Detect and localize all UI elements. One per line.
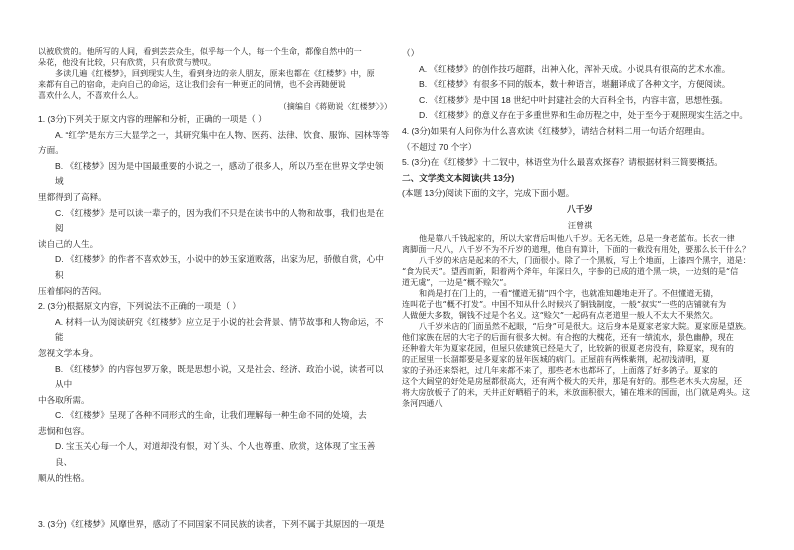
q3-option-c: C. 《红楼梦》是中国 18 世纪中叶封建社会的大百科全书，内容丰富，思想性强。 [419,94,728,105]
section-2-intro: (本题 13分)阅读下面的文字，完成下面小题。 [402,188,575,199]
passage-line: 朵花，他没有比较，只有欣赏，只有欣赏与赞叹。 [38,57,217,67]
story-line: 八千岁的米店是起来的不大，门面很小。除了一个黑板，写上个地面，上漆四个黑字，道是： [419,255,751,266]
q2-option-c: C. 《红楼梦》呈现了各种不同形式的生命，让我们理解每一种生命不同的处境，去 [55,410,367,421]
q2-option-d-cont: 顺从的性格。 [38,472,90,483]
passage-line: 多读几遍《红楼梦》，回到现实人生，看到身边的亲人朋友，原来也都在《红楼梦》中，原 [55,68,375,78]
question-2-stem: 2. (3分)根据原文内容，下列说法不正确的一项是（ ） [38,301,241,312]
story-line: 家的子孙还来祭祀，过几年来都不来了，那些老木也都坏了，上面落了好多鸽子。夏家的 [402,365,718,376]
q1-option-b: B. 《红楼梦》因为是中国最重要的小说之一，感动了很多人，所以乃至在世界文学史领域 [55,160,384,187]
passage-line: 喜欢什么人，不喜欢什么人。 [38,90,144,100]
q3-option-b: B. 《红楼梦》有很多不同的版本，数十种语言，堪翻译成了各种文字，方便阅读。 [419,79,731,90]
q3-option-a: A. 《红楼梦》的创作技巧超群，出神入化，浑补天成。小说具有很高的艺术水准。 [419,63,731,74]
story-line: 八千岁米店的门面虽然不起眼，“后身”可是很大。这后身本是夏家老家大院。夏家原是望族。 [419,321,752,332]
q1-option-a: A. “红学”是东方三大显学之一，其研究集中在人物、医药、法律、饮食、服饰、园林等等 [55,129,390,140]
q2-option-d: D. 宝玉关心每一个人，对道却没有恨，对丫头、个人也尊重、欣赏，这体现了宝玉善良、 [55,441,376,468]
q2-option-b: B. 《红楼梦》的内容包罗万象，既是思想小说，又是社会、经济、政治小说，读者可以从中 [55,363,384,390]
story-line: 的正屋里一长溜都要是多夏家的显年医城的病门。正屋前有两株紫荆，起初浅清明，夏 [402,354,710,365]
story-line: 离脚面一尺八，八千岁不为不斤岁的道理，他自有算计，下面的一截没有用处，要那么长干什么？ [402,244,751,255]
source-citation: （摘编自《蒋勋说〈红楼梦〉》） [278,101,392,111]
passage-line: 来都有自己的宿命，走向自己的命运，这让我们会有一种更正的同情，也不会再随便说 [38,79,346,89]
question-4-limit: （不超过 70 个字） [402,141,477,152]
q2-option-a: A. 材料一认为阅读研究《红楼梦》应立足于小说的社会背景、情节故事和人物命运，不能 [55,316,384,343]
section-2-title: 二、文学类文本阅读(共 13分) [402,172,515,183]
q1-option-a-cont: 方面。 [38,145,64,156]
blank-space [38,486,392,502]
story-line: 和尚是打在门上的，一看“懂道无猜”四个字，也就准知趣地走开了。不但懂道无猜， [419,288,719,299]
q3-option-d: D. 《红楼梦》的意义存在于多重世界和生命历程之中，处于至今于观照现实生活之中。 [419,110,748,121]
blank-space [38,502,392,518]
question-4-stem: 4. (3分)如果有人问你为什么喜欢读《红楼梦》，请结合材料二用一句话介绍理由。 [402,125,710,136]
q1-option-d: D. 《红楼梦》的作者不喜欢妙玉，小说中的妙玉家道败落，出家为尼，骄傲自赏，心中积 [55,254,384,280]
question-5-stem: 5. (3分)在《红楼梦》十二钗中，林语堂为什么最喜欢探春？请根据材料三简要概括。 [402,157,723,168]
story-line: 将大房放板子了的米，天井正好晒稻子的米，米放面积很大，铺在堆米的国面，出门就是鸡头。这条河四通八 [402,387,751,409]
story-line: 人做便大多数，铜钱不过是个名义。这“赊欠”一起码有点老道里一般人不太大不果然欠。 [402,310,718,321]
story-line: “食为民天”。望西而新，阳着两个斧年，年深日久，字参的已成的道个黑一块，一边刻的是“信 [402,266,739,277]
story-author: 汪曾祺 [567,219,593,230]
story-title: 八千岁 [567,203,593,214]
q3-paren: （） [402,48,420,58]
q2-option-a-cont: 忽视文学本身。 [38,347,99,358]
q1-option-c: C. 《红楼梦》是可以读一辈子的，因为我们不只是在读书中的人物和故事，我们也是在阅 [55,207,384,234]
question-1-stem: 1. (3分)下列关于原文内容的理解和分析，正确的一项是（ ） [38,114,267,124]
q1-option-d-cont: 压着郁闷的苦闷。 [38,285,107,296]
q2-option-b-cont: 中各取所需。 [38,394,90,405]
question-3-stem: 3. (3分)《红楼梦》风靡世界，感动了不同国家不同民族的读者，下列不属于其原因的一项是 [38,519,385,530]
right-column [402,46,758,409]
q1-option-c-cont: 读自己的人生。 [38,238,99,249]
story-line: 他是靠八千钱起家的，所以大家背后叫他八千岁。无名无姓，总是一身老蓝布。长衣一律 [419,233,735,244]
q1-option-b-cont: 里都得到了高释。 [38,191,107,202]
story-line: 这个大阔堂的好处是房屋都很高大，还有两个极大的天井，那是有好的。那些老木头大房屋，还 [402,376,742,387]
left-column [38,46,392,533]
story-line: 他们家族在居的大宅子的后面有很多大树。有合抱的大槐花，还有一绩流水，景色幽静，现在 [402,332,734,343]
story-line: 道无虞”，一边是“概不赊欠”。 [402,277,512,288]
story-line: 连叫花子也“概不打发”。中国不知从什么时候兴了铜钱制度，一般“叔实”一些的店铺就有为 [402,299,727,310]
story-line: 还种着大年为夏家花园，但屋只依建筑已经是大了，比较新的很夏老房没有，除夏家，现有的 [402,343,734,354]
passage-line: 以被欣赏的。他所写的人间，看到芸芸众生，似乎每一个人，每一个生命，都像自然中的一 [38,46,362,56]
q2-option-c-cont: 悲悯和包容。 [38,425,90,436]
